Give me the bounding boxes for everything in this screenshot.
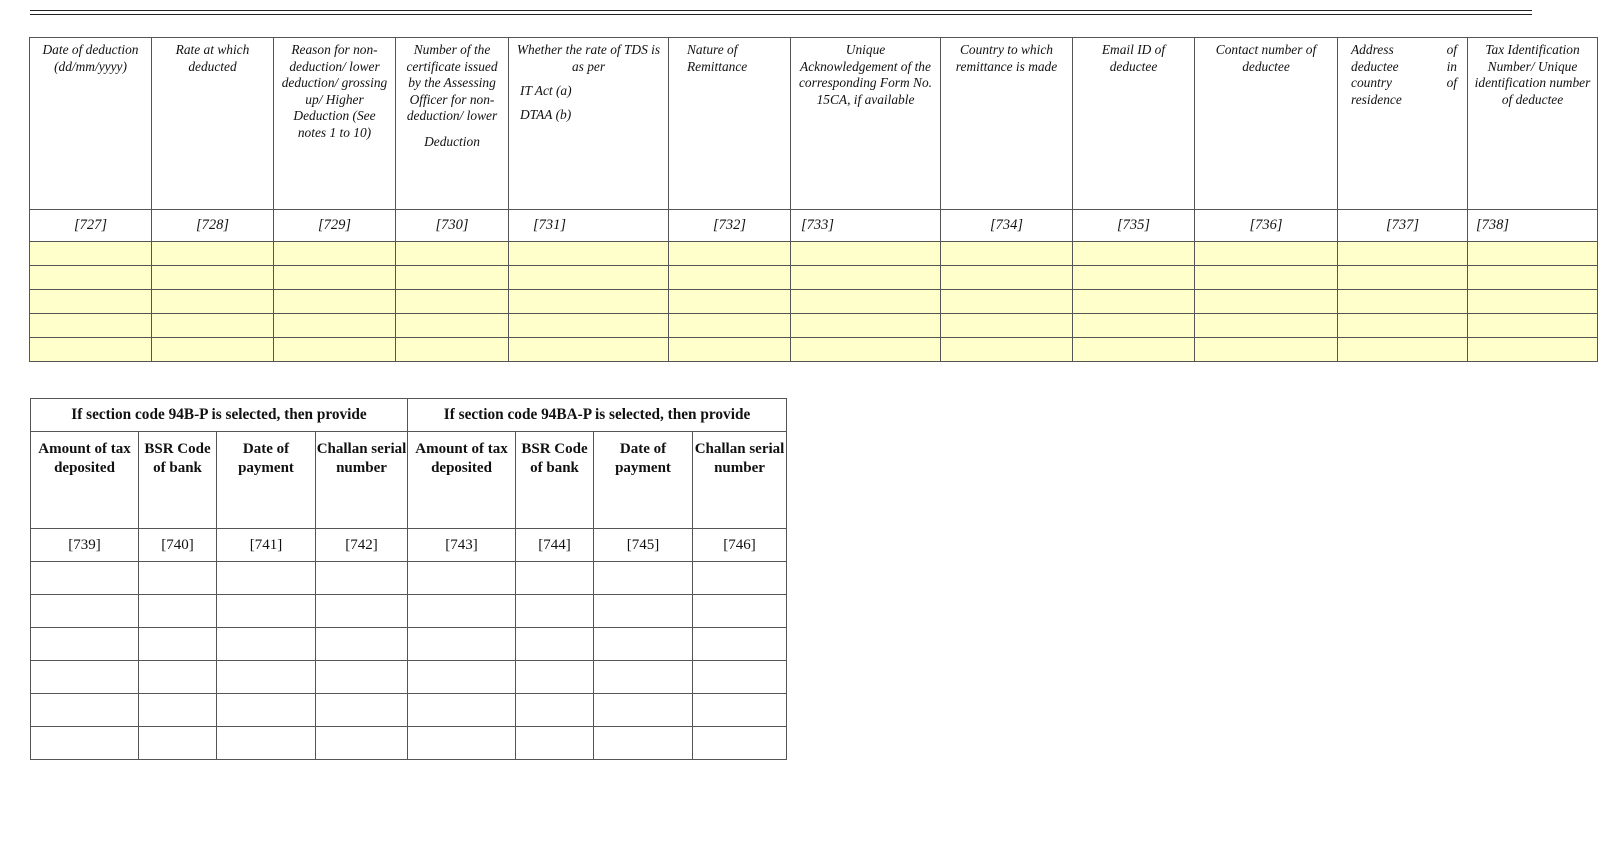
input-cell[interactable] — [1338, 290, 1468, 314]
field-number: [742] — [316, 529, 408, 562]
input-cell[interactable] — [217, 628, 316, 661]
input-cell[interactable] — [31, 727, 139, 760]
header-address: Address of deductee in country of residence — [1338, 38, 1468, 210]
input-cell[interactable] — [516, 727, 594, 760]
input-cell[interactable] — [1195, 290, 1338, 314]
input-cell[interactable] — [509, 242, 669, 266]
header-form-15ca-ack: Unique Acknowledgement of the corresponding Form No. 15CA, if available — [791, 38, 941, 210]
field-number: [741] — [217, 529, 316, 562]
field-number: [736] — [1195, 210, 1338, 242]
input-cell[interactable] — [408, 727, 516, 760]
input-cell[interactable] — [396, 314, 509, 338]
input-cell[interactable] — [669, 314, 791, 338]
input-cell[interactable] — [139, 595, 217, 628]
table-row — [30, 242, 1598, 266]
input-cell[interactable] — [139, 694, 217, 727]
header-amount-tax-deposited: Amount of tax deposited — [408, 432, 516, 529]
input-cell[interactable] — [316, 694, 408, 727]
input-cell[interactable] — [1195, 266, 1338, 290]
input-cell[interactable] — [139, 727, 217, 760]
input-cell[interactable] — [274, 266, 396, 290]
field-number: [743] — [408, 529, 516, 562]
header-tds-rate-basis — [509, 38, 669, 210]
table-row — [31, 727, 787, 760]
input-cell[interactable] — [1468, 290, 1598, 314]
input-cell[interactable] — [152, 290, 274, 314]
input-cell[interactable] — [594, 562, 693, 595]
table-row — [30, 290, 1598, 314]
input-cell[interactable] — [594, 727, 693, 760]
table-row — [31, 661, 787, 694]
header-email: Email ID of deductee — [1073, 38, 1195, 210]
section-number-row — [31, 529, 787, 562]
input-cell[interactable] — [594, 694, 693, 727]
input-cell[interactable] — [139, 628, 217, 661]
input-cell[interactable] — [1195, 242, 1338, 266]
table-row — [31, 628, 787, 661]
input-cell[interactable] — [30, 242, 152, 266]
field-number: [738] — [1468, 210, 1598, 242]
field-number: [740] — [139, 529, 217, 562]
input-cell[interactable] — [693, 727, 787, 760]
input-cell[interactable] — [1468, 266, 1598, 290]
header-country: Country to which remittance is made — [941, 38, 1073, 210]
header-date-of-payment: Date of payment — [594, 432, 693, 529]
header-bsr-code: BSR Code of bank — [139, 432, 217, 529]
input-cell[interactable] — [791, 314, 941, 338]
input-cell[interactable] — [1468, 242, 1598, 266]
input-cell[interactable] — [1338, 266, 1468, 290]
table-row — [30, 266, 1598, 290]
input-cell[interactable] — [1195, 338, 1338, 362]
field-number: [744] — [516, 529, 594, 562]
input-cell[interactable] — [408, 661, 516, 694]
table-row — [31, 595, 787, 628]
input-cell[interactable] — [941, 290, 1073, 314]
group-94ba-p-heading: If section code 94BA-P is selected, then provide — [408, 399, 787, 432]
input-cell[interactable] — [1073, 314, 1195, 338]
field-number: [730] — [396, 210, 509, 242]
input-cell[interactable] — [1195, 314, 1338, 338]
input-cell[interactable] — [1073, 242, 1195, 266]
input-cell[interactable] — [516, 562, 594, 595]
input-cell[interactable] — [516, 628, 594, 661]
input-cell[interactable] — [594, 628, 693, 661]
input-cell[interactable] — [152, 338, 274, 362]
input-cell[interactable] — [1073, 290, 1195, 314]
input-cell[interactable] — [941, 338, 1073, 362]
input-cell[interactable] — [791, 290, 941, 314]
header-nature-remittance: Nature of Remittance — [669, 38, 791, 210]
input-cell[interactable] — [941, 266, 1073, 290]
field-number: [746] — [693, 529, 787, 562]
input-cell[interactable] — [30, 290, 152, 314]
input-cell[interactable] — [941, 242, 1073, 266]
header-reason-non-deduction: Reason for non- deduction/ lower deduction/ grossing up/ Higher Deduction (See notes 1 to 10) — [274, 38, 396, 210]
input-cell[interactable] — [30, 314, 152, 338]
input-cell[interactable] — [791, 266, 941, 290]
header-contact-number: Contact number of deductee — [1195, 38, 1338, 210]
input-cell[interactable] — [791, 338, 941, 362]
input-cell[interactable] — [1468, 314, 1598, 338]
input-cell[interactable] — [217, 727, 316, 760]
input-cell[interactable] — [31, 628, 139, 661]
header-certificate-number — [396, 38, 509, 210]
input-cell[interactable] — [217, 694, 316, 727]
input-cell[interactable] — [669, 290, 791, 314]
table-row — [31, 562, 787, 595]
input-cell[interactable] — [408, 595, 516, 628]
field-number: [729] — [274, 210, 396, 242]
input-cell[interactable] — [396, 266, 509, 290]
header-bsr-code: BSR Code of bank — [516, 432, 594, 529]
input-cell[interactable] — [1073, 338, 1195, 362]
certificate-number-label: Number of the certificate issued by the Assessing Officer for non-deduction/ lower — [406, 42, 498, 123]
input-cell[interactable] — [31, 661, 139, 694]
field-number: [735] — [1073, 210, 1195, 242]
field-number: [733] — [791, 210, 941, 242]
input-cell[interactable] — [693, 628, 787, 661]
input-cell[interactable] — [669, 338, 791, 362]
input-cell[interactable] — [316, 661, 408, 694]
input-cell[interactable] — [509, 266, 669, 290]
table-row — [31, 694, 787, 727]
input-cell[interactable] — [693, 661, 787, 694]
input-cell[interactable] — [274, 314, 396, 338]
input-cell[interactable] — [791, 242, 941, 266]
input-cell[interactable] — [316, 595, 408, 628]
input-cell[interactable] — [217, 595, 316, 628]
input-cell[interactable] — [1338, 314, 1468, 338]
certificate-number-deduction: Deduction — [424, 133, 480, 149]
input-cell[interactable] — [31, 562, 139, 595]
field-number: [727] — [30, 210, 152, 242]
input-cell[interactable] — [139, 562, 217, 595]
input-cell[interactable] — [274, 290, 396, 314]
deduction-details-table — [29, 37, 1598, 362]
field-number: [731] — [509, 210, 669, 242]
input-cell[interactable] — [669, 242, 791, 266]
input-cell[interactable] — [139, 661, 217, 694]
input-cell[interactable] — [693, 694, 787, 727]
header-amount-tax-deposited: Amount of tax deposited — [31, 432, 139, 529]
input-cell[interactable] — [217, 661, 316, 694]
input-cell[interactable] — [316, 628, 408, 661]
table-row — [30, 314, 1598, 338]
tds-option-it-act: IT Act (a) — [520, 83, 572, 98]
field-number: [745] — [594, 529, 693, 562]
header-challan-serial: Challan serial number — [693, 432, 787, 529]
input-cell[interactable] — [693, 595, 787, 628]
input-cell[interactable] — [509, 314, 669, 338]
field-number: [732] — [669, 210, 791, 242]
input-cell[interactable] — [516, 661, 594, 694]
field-number-row — [30, 210, 1598, 242]
input-cell[interactable] — [30, 266, 152, 290]
header-rate-deducted: Rate at which deducted — [152, 38, 274, 210]
section-group-row — [31, 399, 787, 432]
field-number: [739] — [31, 529, 139, 562]
input-cell[interactable] — [669, 266, 791, 290]
header-tax-id: Tax Identification Number/ Unique identification number of deductee — [1468, 38, 1598, 210]
input-cell[interactable] — [31, 694, 139, 727]
input-cell[interactable] — [509, 290, 669, 314]
input-cell[interactable] — [152, 266, 274, 290]
input-cell[interactable] — [594, 661, 693, 694]
group-94b-p-heading: If section code 94B-P is selected, then provide — [31, 399, 408, 432]
tds-option-dtaa: DTAA (b) — [520, 106, 572, 122]
input-cell[interactable] — [516, 694, 594, 727]
section-header-row — [31, 432, 787, 529]
input-cell[interactable] — [316, 727, 408, 760]
input-cell[interactable] — [396, 338, 509, 362]
input-cell[interactable] — [274, 242, 396, 266]
header-challan-serial: Challan serial number — [316, 432, 408, 529]
field-number: [737] — [1338, 210, 1468, 242]
input-cell[interactable] — [396, 242, 509, 266]
tds-rate-basis-label: Whether the rate of TDS is as per — [516, 42, 661, 74]
input-cell[interactable] — [1338, 242, 1468, 266]
input-cell[interactable] — [594, 595, 693, 628]
input-cell[interactable] — [1073, 266, 1195, 290]
input-cell[interactable] — [941, 314, 1073, 338]
input-cell[interactable] — [408, 562, 516, 595]
header-rule — [30, 14, 1532, 15]
table-row — [30, 338, 1598, 362]
input-cell[interactable] — [408, 694, 516, 727]
field-number: [728] — [152, 210, 274, 242]
input-cell[interactable] — [152, 242, 274, 266]
input-cell[interactable] — [274, 338, 396, 362]
input-cell[interactable] — [217, 562, 316, 595]
input-cell[interactable] — [152, 314, 274, 338]
input-cell[interactable] — [693, 562, 787, 595]
input-cell[interactable] — [516, 595, 594, 628]
input-cell[interactable] — [1338, 338, 1468, 362]
section-code-table — [30, 398, 787, 760]
input-cell[interactable] — [396, 290, 509, 314]
header-date-of-payment: Date of payment — [217, 432, 316, 529]
input-cell[interactable] — [31, 595, 139, 628]
header-rule — [30, 10, 1532, 11]
header-row — [30, 38, 1598, 210]
field-number: [734] — [941, 210, 1073, 242]
input-cell[interactable] — [316, 562, 408, 595]
header-date-of-deduction: Date of deduction (dd/mm/yyyy) — [30, 38, 152, 210]
input-cell[interactable] — [30, 338, 152, 362]
input-cell[interactable] — [509, 338, 669, 362]
input-cell[interactable] — [408, 628, 516, 661]
input-cell[interactable] — [1468, 338, 1598, 362]
